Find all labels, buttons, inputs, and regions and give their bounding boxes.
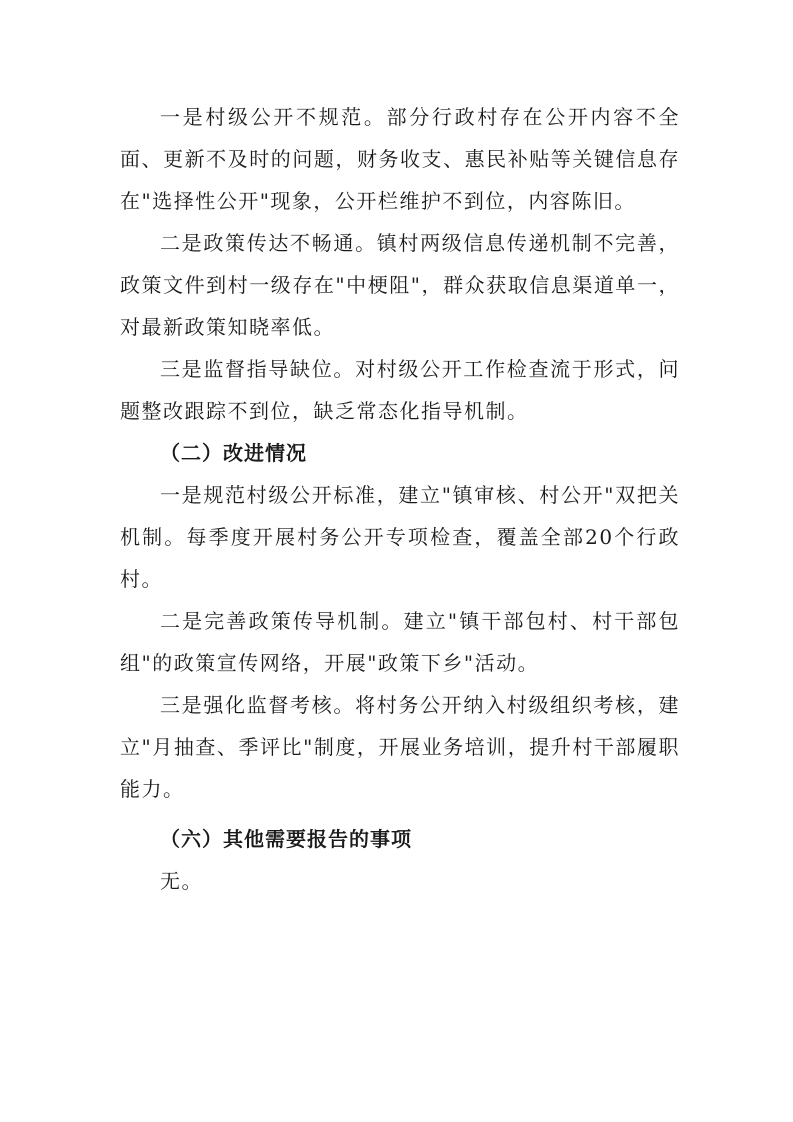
- problem-paragraph-1: 一是村级公开不规范。部分行政村存在公开内容不全面、更新不及时的问题，财务收支、惠民补贴等关键信息存在"选择性公开"现象，公开栏维护不到位，内容陈旧。: [120, 105, 680, 213]
- problem-paragraph-2: 二是政策传达不畅通。镇村两级信息传递机制不完善，政策文件到村一级存在"中梗阻"，群众获取信息渠道单一，对最新政策知晓率低。: [120, 231, 680, 339]
- improvement-paragraph-1: 一是规范村级公开标准，建立"镇审核、村公开"双把关机制。每季度开展村务公开专项检查，覆盖全部20个行政村。: [120, 483, 680, 591]
- problem-paragraph-3: 三是监督指导缺位。对村级公开工作检查流于形式，问题整改跟踪不到位，缺乏常态化指导机制。: [120, 357, 680, 423]
- improvement-paragraph-3: 三是强化监督考核。将村务公开纳入村级组织考核，建立"月抽查、季评比"制度，开展业务培训，提升村干部履职能力。: [120, 693, 680, 801]
- improvement-paragraph-2: 二是完善政策传导机制。建立"镇干部包村、村干部包组"的政策宣传网络，开展"政策下乡"活动。: [120, 609, 680, 675]
- document-body: [120, 96, 680, 902]
- section-heading-improvement: （二）改进情况: [160, 441, 307, 465]
- other-matters-text: 无。: [160, 869, 203, 893]
- section-heading-other: （六）其他需要报告的事项: [160, 827, 412, 851]
